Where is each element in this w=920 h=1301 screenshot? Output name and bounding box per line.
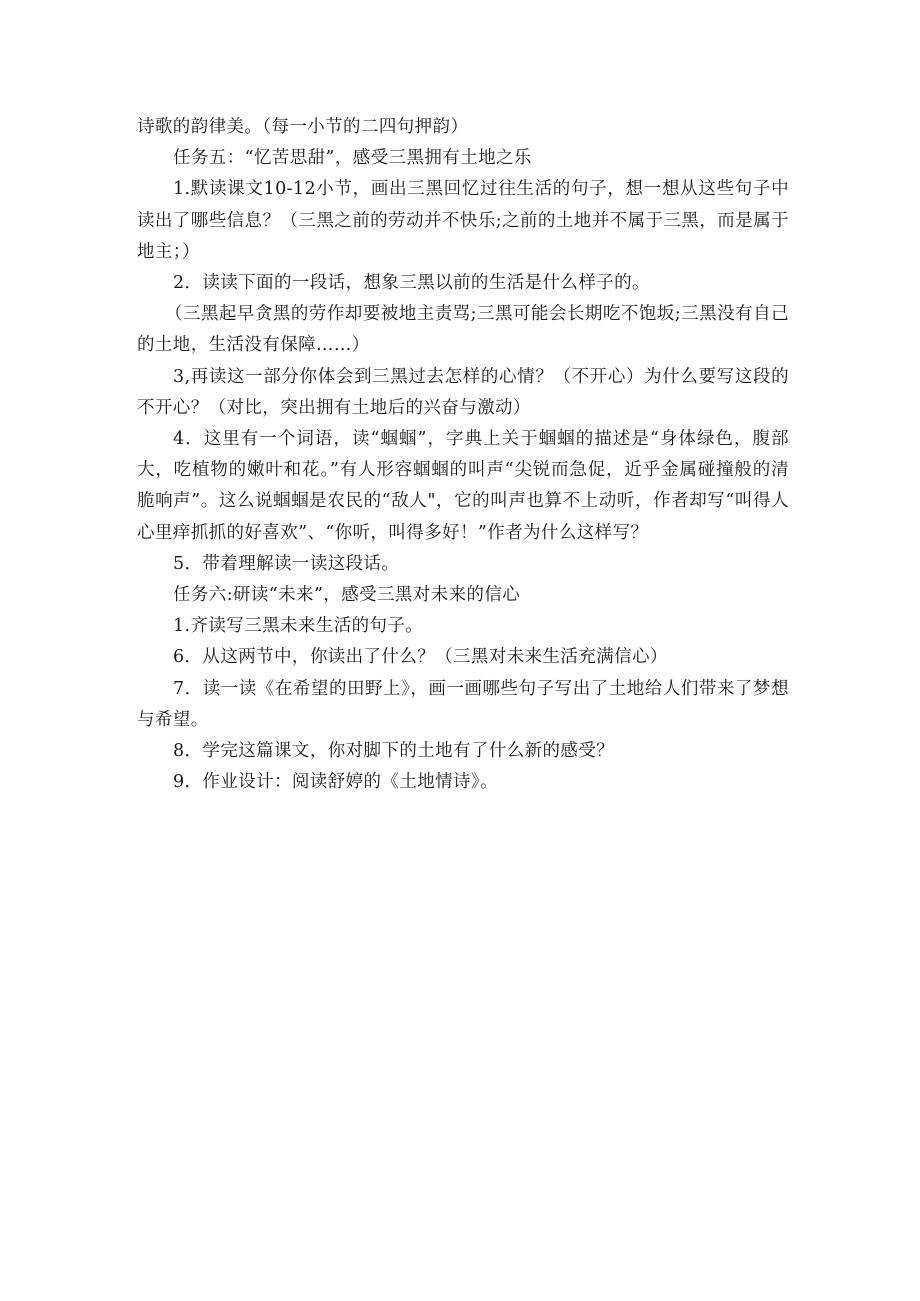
paragraph-continuation: 诗歌的韵律美。（每一小节的二四句押韵）	[137, 117, 469, 137]
task-six-item-7: 7．读一读《在希望的田野上》，画一画哪些句子写出了土地给人们带来了梦想与希望。	[137, 678, 789, 730]
document-body	[137, 112, 789, 798]
task-five-item-3: 3,再读这一部分你体会到三黑过去怎样的心情？（不开心）为什么要写这段的不开心？（对比，突出拥有土地后的兴奋与激动）	[137, 366, 789, 418]
task-five-item-5: 5．带着理解读一读这段话。	[173, 553, 400, 574]
task-five-heading: 任务五：“忆苦思甜”，感受三黑拥有土地之乐	[173, 148, 532, 169]
task-five-item-2-answer: （三黑起早贪黑的劳作却要被地主责骂;三黑可能会长期吃不饱坂;三黑没有自己的土地，生活没有保障……）	[137, 304, 789, 356]
task-five-item-2: 2．读读下面的一段话，想象三黑以前的生活是什么样子的。	[173, 273, 650, 294]
task-six-heading: 任务六:研读“未来”，感受三黑对未来的信心	[173, 585, 521, 606]
task-six-item-9: 9．作业设计：阅读舒婷的《土地情诗》。	[173, 772, 498, 793]
task-six-item-8: 8．学完这篇课文，你对脚下的土地有了什么新的感受？	[173, 741, 615, 762]
task-five-item-4: 4．这里有一个词语，读“蝈蝈”，字典上关于蝈蝈的描述是“身体绿色，腹部大，吃植物的嫩叶和花。”有人形容蝈蝈的叫声“尖锐而急促，近乎金属碰撞般的清脆响声”。这么说蝈蝈是农民的“敌人"，它的叫声也算不上动听，作者却写“叫得人心里痒抓抓的好喜欢”、“你听，叫得多好！”作者为什么这样写？	[137, 429, 789, 543]
task-six-item-6: 6．从这两节中，你读出了什么？（三黑对未来生活充满信心）	[173, 647, 668, 668]
task-five-item-1: 1.默读课文10-12小节，画出三黑回忆过往生活的句子，想一想从这些句子中读出了哪些信息？（三黑之前的劳动并不快乐;之前的土地并不属于三黑，而是属于地主；）	[137, 179, 789, 262]
task-six-item-1: 1.齐读写三黑未来生活的句子。	[173, 616, 424, 637]
